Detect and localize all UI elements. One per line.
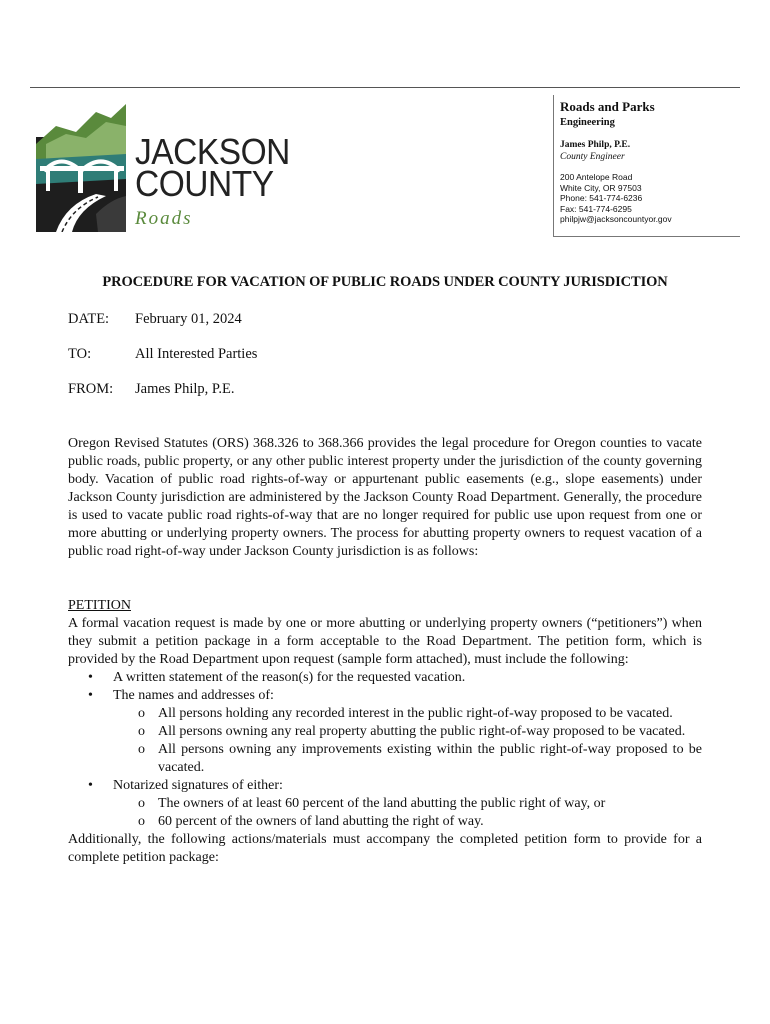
from-value: James Philp, P.E.	[135, 381, 235, 397]
petition-closing: Additionally, the following actions/materials must accompany the completed petition form to provide for a complete petition package:	[68, 832, 702, 865]
logo-line-jackson: JACKSON	[135, 131, 290, 172]
sub-bullet-text: The owners of at least 60 percent of the land abutting the public right of way, or	[158, 796, 606, 811]
bullet-text: The names and addresses of:	[113, 688, 274, 703]
contact-rule	[553, 236, 740, 237]
phone-line: Phone: 541-774-6236	[560, 193, 643, 203]
circle-bullet-icon: o	[138, 706, 145, 721]
logo-wordmark	[135, 131, 302, 230]
department-block	[560, 98, 740, 225]
bullet-text: Notarized signatures of either:	[113, 778, 283, 793]
address-line: 200 Antelope Road	[560, 172, 633, 182]
sub-bullet-text: All persons owning any improvements existing within the public right-of-way proposed to be vacated.	[158, 742, 702, 775]
logo-line-county: COUNTY	[135, 163, 274, 204]
from-label: FROM:	[68, 381, 114, 397]
list-item	[68, 777, 702, 795]
sub-bullet-text: 60 percent of the owners of land abutting the right of way.	[158, 814, 484, 829]
bullet-icon: •	[88, 778, 93, 793]
division-name: Engineering	[560, 117, 615, 128]
memo-date	[68, 311, 242, 328]
header-divider	[553, 95, 554, 237]
email-line[interactable]: philpjw@jacksoncountyor.gov	[560, 214, 672, 224]
document-title: PROCEDURE FOR VACATION OF PUBLIC ROADS UNDER COUNTY JURISDICTION	[102, 274, 668, 290]
sub-bullet-text: All persons holding any recorded interest in the public right-of-way proposed to be vacated.	[158, 706, 673, 721]
list-item	[68, 669, 702, 687]
list-item	[68, 687, 702, 705]
date-value: February 01, 2024	[135, 311, 242, 327]
memo-from	[68, 381, 235, 398]
circle-bullet-icon: o	[138, 814, 145, 829]
sub-list-item	[68, 795, 702, 813]
to-value: All Interested Parties	[135, 346, 258, 362]
petition-section	[68, 597, 702, 867]
bullet-text: A written statement of the reason(s) for the requested vacation.	[113, 670, 466, 685]
contact-address	[560, 172, 740, 225]
petition-heading: PETITION	[68, 598, 131, 613]
sub-list-item	[68, 723, 702, 741]
circle-bullet-icon: o	[138, 796, 145, 811]
circle-bullet-icon: o	[138, 742, 145, 757]
intro-paragraph: Oregon Revised Statutes (ORS) 368.326 to 368.366 provides the legal procedure for Oregon counties to vacate public roads, public property, or any other public interest property under the jurisdiction of the county governing body. Vacation of public road rights-of-way or appurtenant public easements (e.g., slope easements) under Jackson County jurisdiction are administered by the Jackson County Road Department. Generally, the procedure is used to vacate public road rights-of-way that are no longer required for public use upon request from one or more abutting or underlying property owners. The process for abutting property owners to request vacation of a public road right-of-way under Jackson County jurisdiction is as follows:	[68, 436, 702, 559]
to-label: TO:	[68, 346, 92, 362]
memo-to	[68, 346, 257, 363]
header-rule	[30, 87, 740, 88]
sub-list-item	[68, 741, 702, 777]
sub-list-item	[68, 813, 702, 831]
sub-bullet-text: All persons owning any real property abutting the public right-of-way proposed to be vacated.	[158, 724, 686, 739]
address-line: White City, OR 97503	[560, 182, 642, 193]
bullet-icon: •	[88, 688, 93, 703]
engineer-name: James Philp, P.E.	[560, 140, 631, 150]
engineer-role: County Engineer	[560, 152, 625, 162]
logo-line-roads: Roads	[135, 208, 193, 229]
sub-list-item	[68, 705, 702, 723]
bullet-icon: •	[88, 670, 93, 685]
petition-paragraph: A formal vacation request is made by one or more abutting or underlying property owners (“petitioners”) when they submit a petition package in a form acceptable to the Road Department. The petition form, which is provided by the Road Department upon request (sample form attached), must include the following:	[68, 616, 702, 667]
fax-line: Fax: 541-774-6295	[560, 203, 632, 214]
department-name: Roads and Parks	[560, 99, 655, 114]
date-label: DATE:	[68, 311, 110, 327]
circle-bullet-icon: o	[138, 724, 145, 739]
